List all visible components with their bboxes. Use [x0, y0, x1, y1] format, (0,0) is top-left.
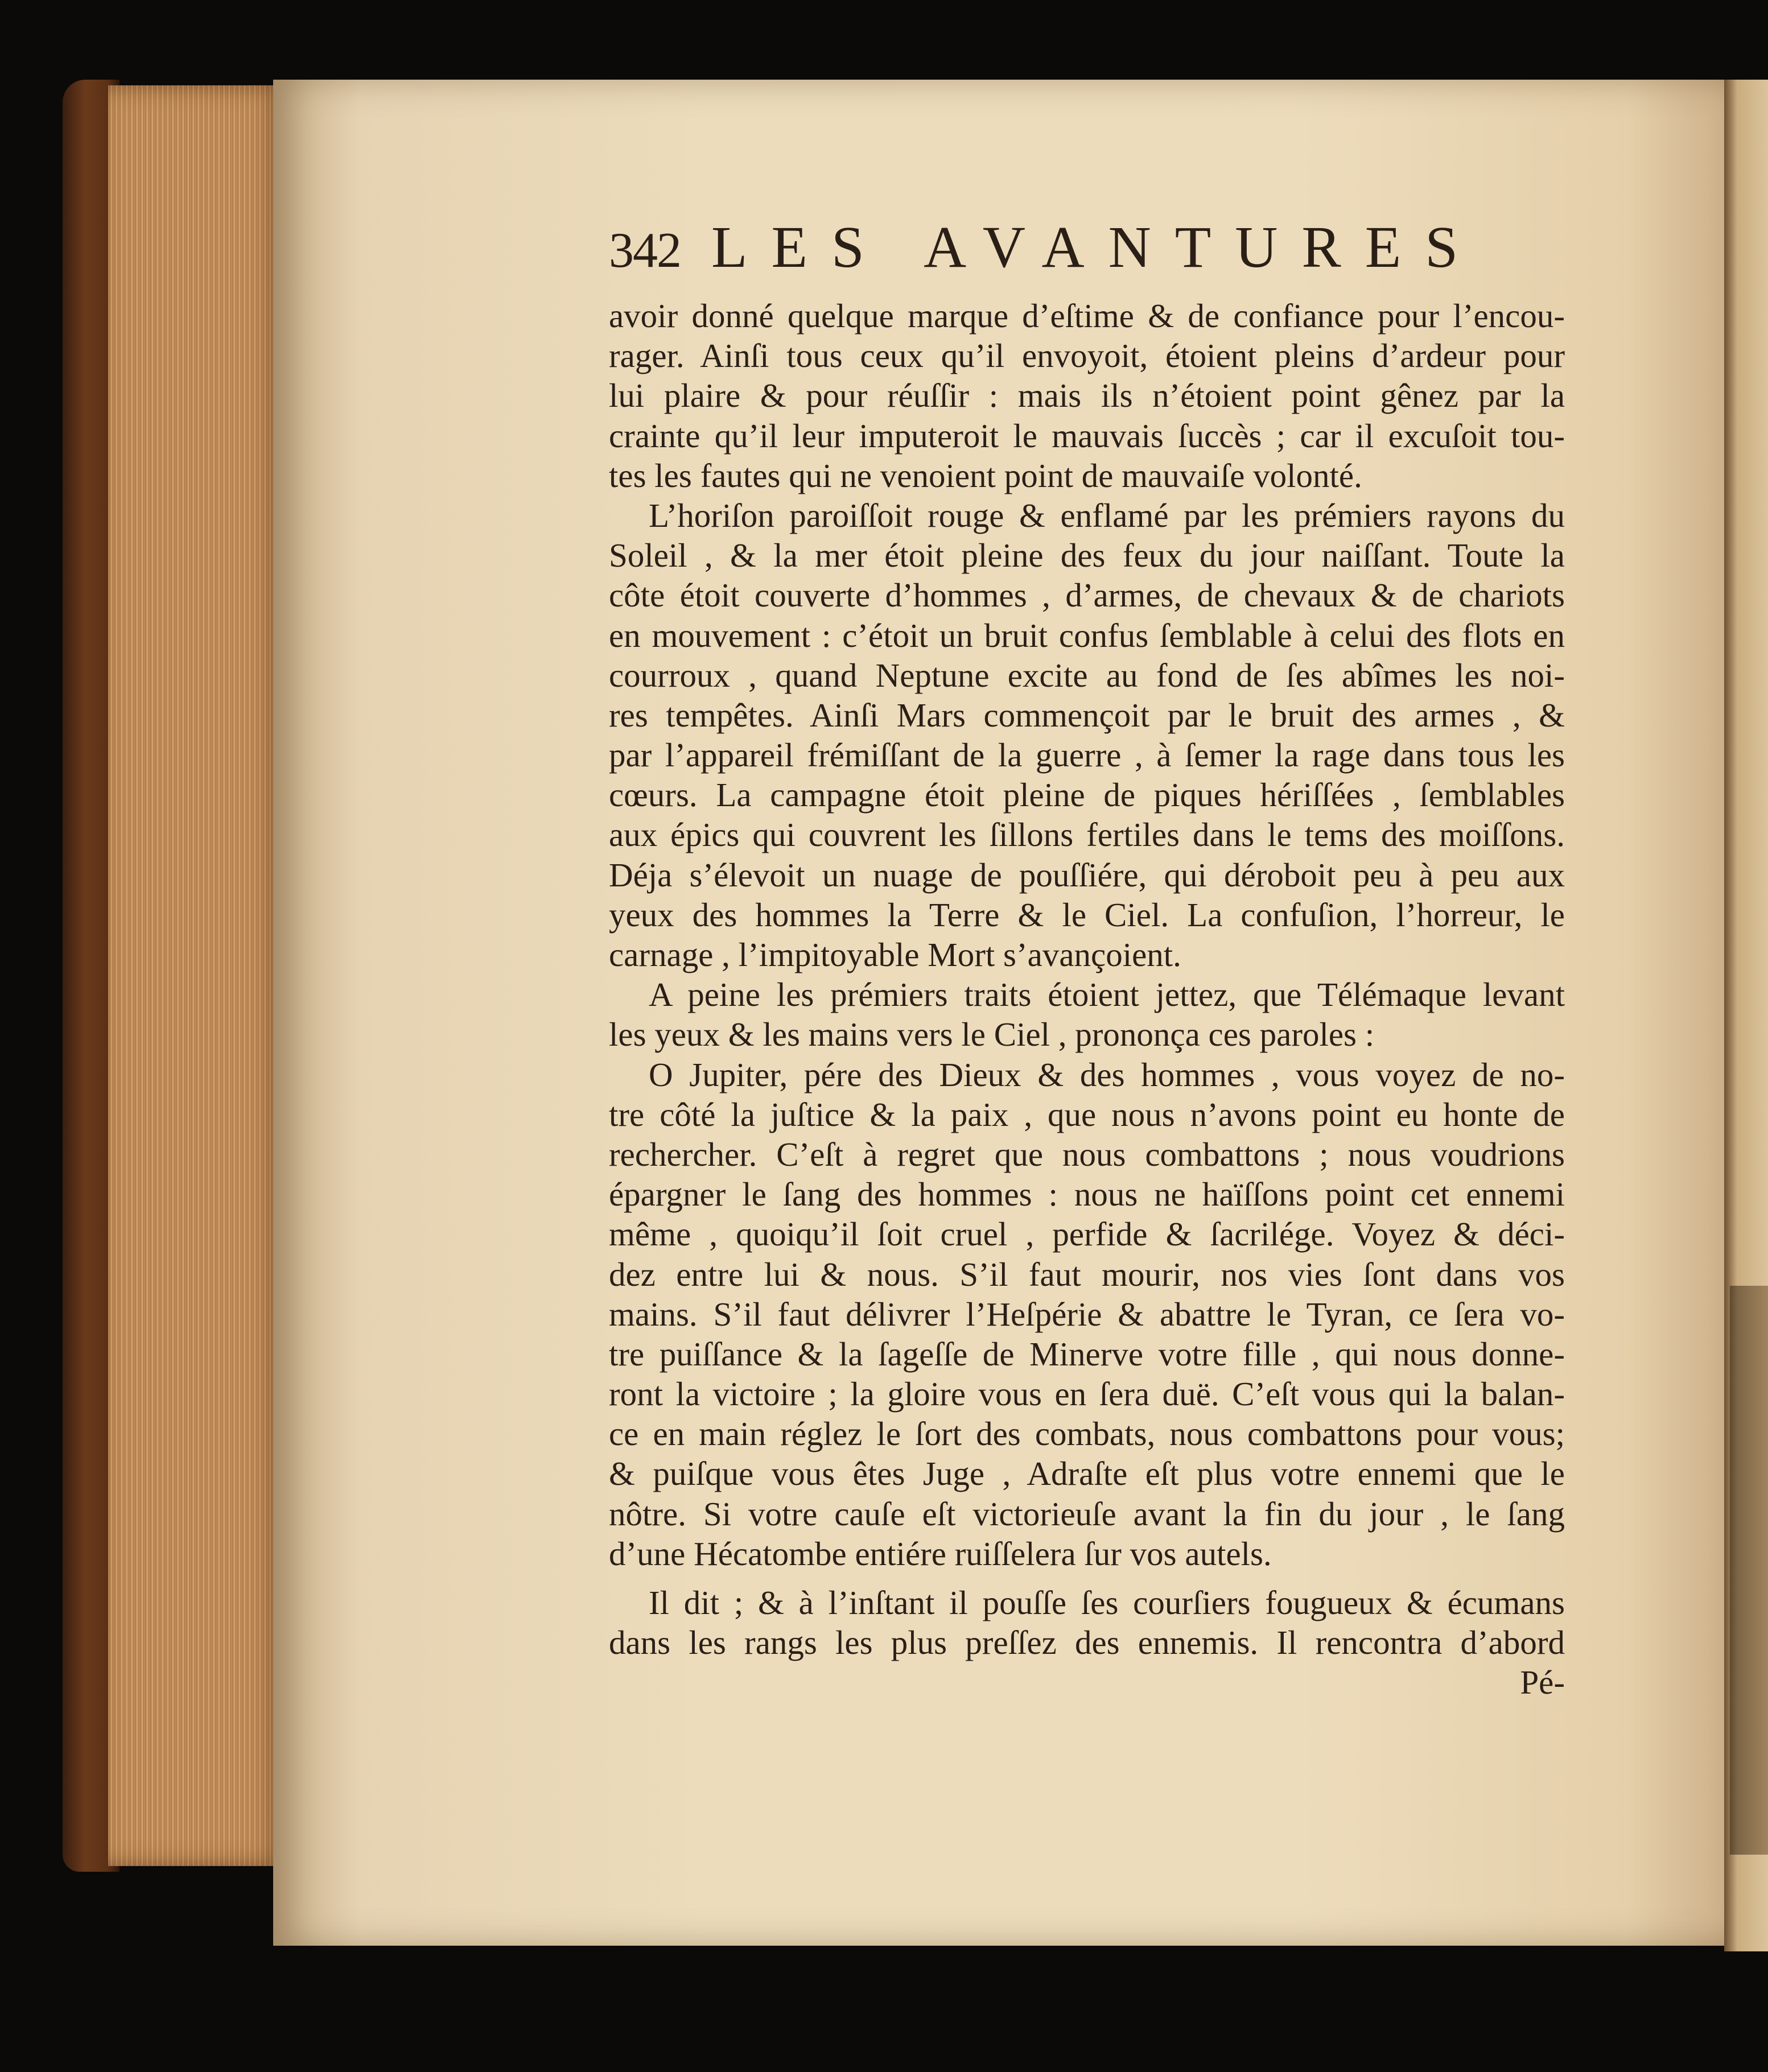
text-line: ce en main réglez le ſort des combats, nous combattons pour vous;	[609, 1415, 1565, 1453]
text-line: ront la victoire ; la gloire vous en ſera duë. C’eſt vous qui la balan-	[609, 1375, 1565, 1413]
text-line: nôtre. Si votre cauſe eſt victorieuſe avant la fin du jour , le ſang	[609, 1495, 1565, 1533]
text-line: res tempêtes. Ainſi Mars commençoit par le bruit des armes , &	[609, 696, 1565, 734]
text-line: crainte qu’il leur imputeroit le mauvais ſuccès ; car il excuſoit tou-	[609, 416, 1565, 455]
text-line: mains. S’il faut délivrer l’Heſpérie & abattre le Tyran, ce ſera vo-	[609, 1295, 1565, 1333]
page-number: 342	[609, 223, 681, 278]
text-line: Il dit ; & à l’inſtant il pouſſe ſes courſiers fougueux & écumans	[649, 1584, 1565, 1621]
text-line: L’horiſon paroiſſoit rouge & enflamé par les prémiers rayons du	[649, 496, 1565, 534]
facing-page-shadow	[1730, 1286, 1768, 1855]
text-line: d’une Hécatombe entiére ruiſſelera ſur vos autels.	[609, 1534, 1272, 1572]
text-line: yeux des hommes la Terre & le Ciel. La confuſion, l’horreur, le	[609, 895, 1565, 934]
text-line: par l’appareil frémiſſant de la guerre , à ſemer la rage dans tous les	[609, 736, 1565, 774]
text-line: épargner le ſang des hommes : nous ne haïſſons point cet ennemi	[609, 1175, 1565, 1214]
text-line: A peine les prémiers traits étoient jettez, que Télémaque levant	[649, 976, 1565, 1014]
text-line: tes les fautes qui ne venoient point de mauvaiſe volonté.	[609, 456, 1362, 494]
catchword: Pé-	[1520, 1664, 1565, 1702]
text-line: dez entre lui & nous. S’il faut mourir, nos vies ſont dans vos	[609, 1255, 1565, 1293]
text-block	[609, 210, 1565, 1702]
text-line: Déja s’élevoit un nuage de pouſſiére, qui déroboit peu à peu aux	[609, 856, 1565, 894]
text-line: en mouvement : c’étoit un bruit confus ſemblable à celui des flots en	[609, 616, 1565, 654]
text-line: même , quoiqu’il ſoit cruel , perfide & ſacrilége. Voyez & déci-	[609, 1215, 1565, 1253]
text-line: dans les rangs les plus preſſez des ennemis. Il rencontra d’abord	[609, 1624, 1565, 1662]
text-line: tre puiſſance & la ſageſſe de Minerve votre fille , qui nous donne-	[609, 1335, 1565, 1373]
text-line: carnage , l’impitoyable Mort s’avançoient.	[609, 936, 1181, 973]
text-line: aux épics qui couvrent les ſillons fertiles dans le tems des moiſſons.	[609, 816, 1565, 854]
text-line: & puiſque vous êtes Juge , Adraſte eſt plus votre ennemi que le	[609, 1455, 1565, 1493]
text-line: rager. Ainſi tous ceux qu’il envoyoit, étoient pleins d’ardeur pour	[609, 337, 1565, 375]
text-line: cœurs. La campagne étoit pleine de piques hériſſées , ſemblables	[609, 776, 1565, 814]
text-line: tre côté la juſtice & la paix , que nous n’avons point eu honte de	[609, 1095, 1565, 1133]
text-line: les yeux & les mains vers le Ciel , prononça ces paroles :	[609, 1016, 1375, 1054]
text-line: lui plaire & pour réuſſir : mais ils n’étoient point gênez par la	[609, 377, 1565, 415]
text-line: O Jupiter, pére des Dieux & des hommes , vous voyez de no-	[649, 1055, 1565, 1093]
text-line: côte étoit couverte d’hommes , d’armes, de chevaux & de chariots	[609, 576, 1565, 614]
text-line: avoir donné quelque marque d’eſtime & de confiance pour l’encou-	[609, 297, 1565, 335]
page-header	[609, 210, 1565, 296]
text-line: courroux , quand Neptune excite au fond de ſes abîmes les noi-	[609, 656, 1565, 694]
text-line: Soleil , & la mer étoit pleine des feux du jour naiſſant. Toute la	[609, 536, 1565, 575]
text-line: rechercher. C’eſt à regret que nous combattons ; nous voudrions	[609, 1135, 1565, 1173]
running-head: LES AVANTURES	[711, 214, 1482, 280]
body-text	[609, 296, 1565, 1702]
page-edges	[108, 85, 285, 1866]
